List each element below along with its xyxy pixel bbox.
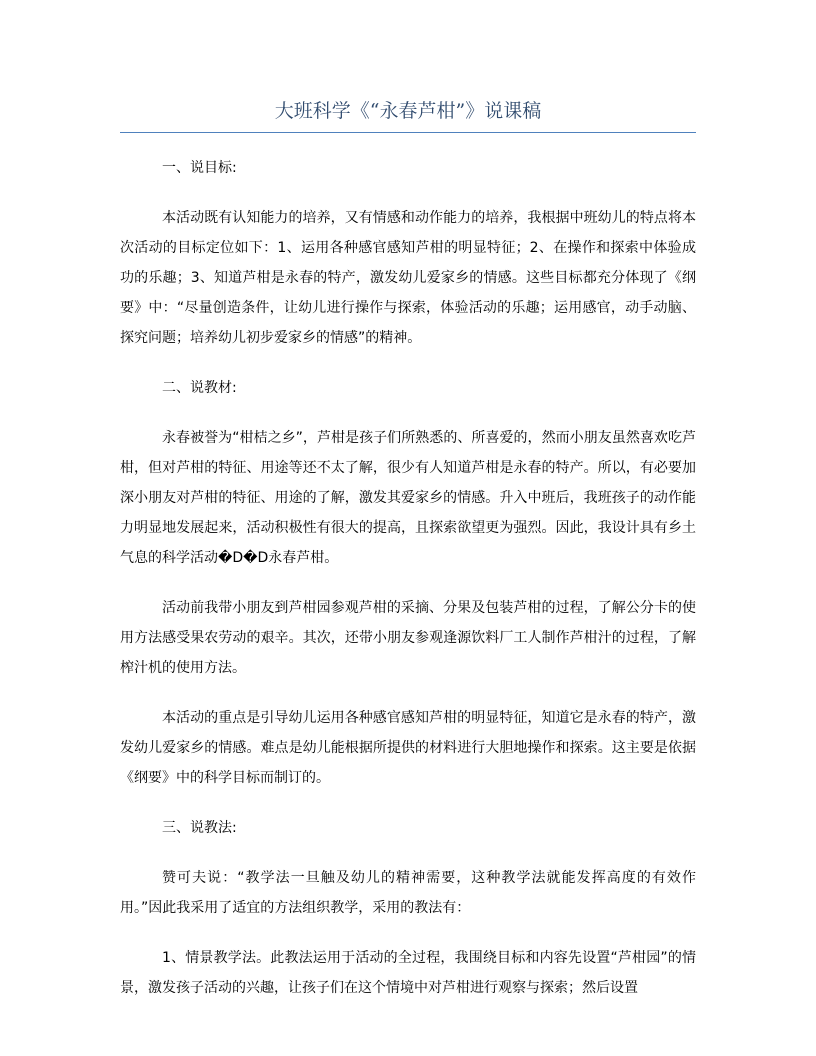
paragraph: 本活动既有认知能力的培养，又有情感和动作能力的培养，我根据中班幼儿的特点将本次活动的目标定位如下：1、运用各种感官感知芦柑的明显特征；2、在操作和探索中体验成功的乐趣；3、知道芦柑是永春的特产，激发幼儿爱家乡的情感。这些目标都充分体现了《纲要》中：“尽量创造条件，让幼儿进行操作与探索，体验活动的乐趣；运用感官，动手动脑、探究问题；培养幼儿初步爱家乡的情感”的精神。 [120,210,696,346]
paragraph: 本活动的重点是引导幼儿运用各种感官感知芦柑的明显特征，知道它是永春的特产，激发幼儿爱家乡的情感。难点是幼儿能根据所提供的材料进行大胆地操作和探索。这主要是依据《纲要》中的科学目标而制订的。 [120,710,696,786]
paragraph: 活动前我带小朋友到芦柑园参观芦柑的采摘、分果及包装芦柑的过程，了解公分卡的使用方法感受果农劳动的艰辛。其次，还带小朋友参观逢源饮料厂工人制作芦柑汁的过程，了解榨汁机的使用方法。 [120,600,696,676]
section-heading-goals: 一、说目标: [162,160,237,176]
section-heading-materials: 二、说教材: [162,380,237,396]
paragraph: 永春被誉为“柑桔之乡”，芦柑是孩子们所熟悉的、所喜爱的，然而小朋友虽然喜欢吃芦柑，但对芦柑的特征、用途等还不太了解，很少有人知道芦柑是永春的特产。所以，有必要加深小朋友对芦柑的特征、用途的了解，激发其爱家乡的情感。升入中班后，我班孩子的动作能力明显地发展起来，活动积极性有很大的提高，且探索欲望更为强烈。因此，我设计具有乡土气息的科学活动�D�D永春芦柑。 [120,430,696,566]
document-title: 大班科学《“永春芦柑”》说课稿 [274,100,542,122]
document-body [120,153,696,1023]
paragraph: 1、情景教学法。此教法运用于活动的全过程，我围绕目标和内容先设置“芦柑园”的情景，激发孩子活动的兴趣，让孩子们在这个情境中对芦柑进行观察与探索；然后设置 [120,950,696,996]
paragraph: 赞可夫说：“教学法一旦触及幼儿的精神需要，这种教学法就能发挥高度的有效作用。”因此我采用了适宜的方法组织教学，采用的教法有： [120,870,696,916]
section-heading-methods: 三、说教法: [162,820,237,836]
title-divider [120,132,696,133]
